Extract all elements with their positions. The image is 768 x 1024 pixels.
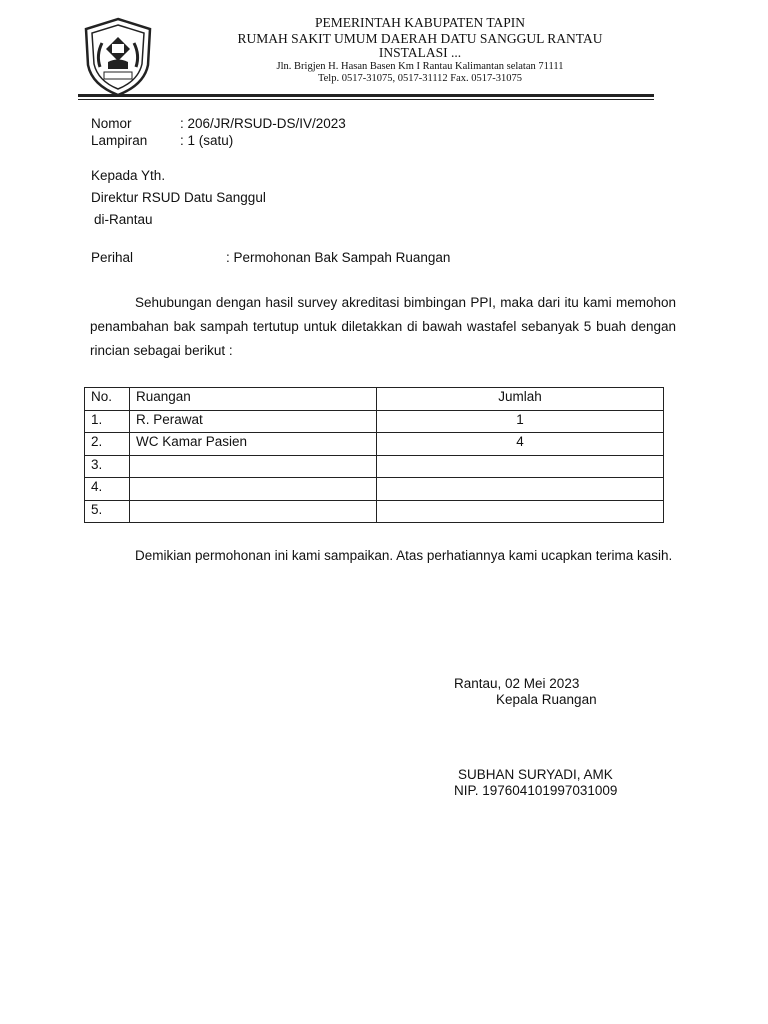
table-cell-ruangan	[130, 455, 377, 478]
table-row	[85, 500, 664, 523]
table-cell-jumlah	[377, 500, 664, 523]
letterhead-divider-thin	[78, 99, 654, 100]
table-row	[85, 433, 664, 456]
table-cell-no: 5.	[85, 500, 130, 523]
closing-paragraph	[90, 544, 676, 568]
table-cell-jumlah	[377, 455, 664, 478]
table-row	[85, 455, 664, 478]
nomor-label: Nomor	[91, 116, 132, 131]
table-cell-no: 3.	[85, 455, 130, 478]
signatory-nip: NIP. 197604101997031009	[454, 783, 618, 798]
regency-emblem-icon	[82, 17, 154, 97]
closing-text: Demikian permohonan ini kami sampaikan. Atas perhatiannya kami ucapkan terima kasih.	[135, 548, 673, 563]
table-cell-ruangan: WC Kamar Pasien	[130, 433, 377, 456]
recipient-name: Direktur RSUD Datu Sanggul	[91, 190, 266, 205]
signatory-position: Kepala Ruangan	[496, 692, 597, 707]
table-cell-ruangan	[130, 500, 377, 523]
table-cell-jumlah	[377, 478, 664, 501]
table-row	[85, 478, 664, 501]
signatory-name: SUBHAN SURYADI, AMK	[458, 767, 613, 782]
letterhead-address: Jln. Brigjen H. Hasan Basen Km I Rantau Kalimantan selatan 71111	[276, 61, 564, 72]
subject-label: Perihal	[91, 250, 134, 265]
table-cell-no: 4.	[85, 478, 130, 501]
nomor-value: : 206/JR/RSUD-DS/IV/2023	[180, 116, 346, 131]
table-cell-no: 2.	[85, 433, 130, 456]
letterhead-installation: INSTALASI ...	[378, 45, 462, 60]
items-table	[84, 387, 664, 523]
table-header-jumlah: Jumlah	[377, 388, 664, 411]
opening-text: Sehubungan dengan hasil survey akreditasi bimbingan PPI, maka dari itu kami memohon penambahan bak sampah tertutup untuk diletakkan di bawah wastafel sebanyak 5 buah dengan rincian sebagai berikut :	[90, 295, 676, 358]
opening-paragraph	[90, 291, 676, 363]
subject-value: : Permohonan Bak Sampah Ruangan	[226, 250, 451, 265]
letterhead-hospital: RUMAH SAKIT UMUM DAERAH DATU SANGGUL RANTAU	[237, 31, 603, 46]
table-cell-jumlah: 4	[377, 433, 664, 456]
letterhead-divider	[78, 94, 654, 97]
table-header-no: No.	[85, 388, 130, 411]
table-header-row	[85, 388, 664, 411]
table-cell-jumlah: 1	[377, 410, 664, 433]
letterhead-government: PEMERINTAH KABUPATEN TAPIN	[314, 15, 526, 30]
table-row	[85, 410, 664, 433]
lampiran-value: : 1 (satu)	[180, 133, 234, 148]
lampiran-label: Lampiran	[91, 133, 148, 148]
table-cell-ruangan	[130, 478, 377, 501]
letterhead-phone: Telp. 0517-31075, 0517-31112 Fax. 0517-31075	[317, 73, 523, 84]
recipient-location: di-Rantau	[94, 212, 153, 227]
recipient-greeting: Kepada Yth.	[91, 168, 166, 183]
table-header-ruangan: Ruangan	[130, 388, 377, 411]
table-cell-ruangan: R. Perawat	[130, 410, 377, 433]
place-date: Rantau, 02 Mei 2023	[454, 676, 580, 691]
table-cell-no: 1.	[85, 410, 130, 433]
